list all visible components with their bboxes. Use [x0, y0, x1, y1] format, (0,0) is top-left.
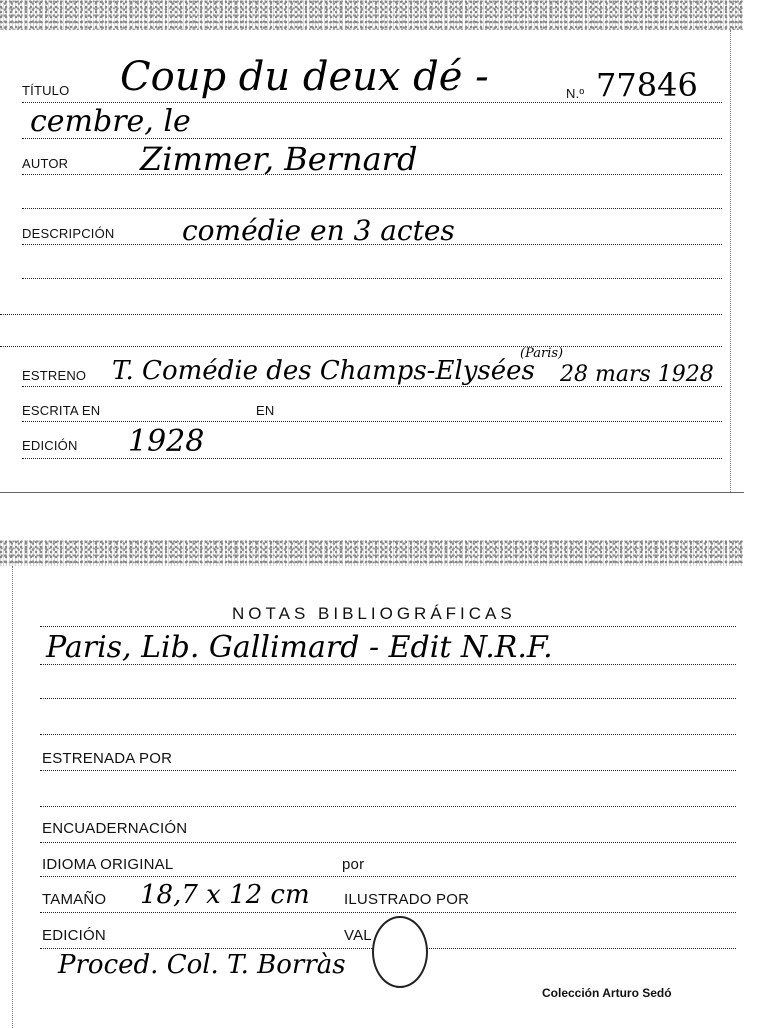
- titulo-value: Coup du deux dé -: [120, 54, 489, 100]
- escrita-rule: [22, 421, 722, 422]
- card-bottom-edge-texture: [0, 540, 744, 566]
- notas-rule-2: [40, 698, 736, 699]
- edicion-value: 1928: [128, 424, 205, 459]
- descripcion-value: comédie en 3 actes: [182, 214, 455, 247]
- estrenada-label: ESTRENADA POR: [42, 750, 173, 767]
- numero-value: 77846: [596, 66, 698, 104]
- titulo-cont-rule: [22, 138, 722, 139]
- valor-label: VAL: [344, 927, 372, 944]
- titulo-continuation: cembre, le: [30, 104, 191, 139]
- idioma-label: IDIOMA ORIGINAL: [42, 856, 174, 873]
- descripcion-rule: [22, 244, 722, 245]
- por-label: por: [342, 856, 365, 873]
- encuadernacion-rule: [40, 842, 736, 843]
- blank-rule-3: [0, 314, 722, 315]
- tamano-label: TAMAÑO: [42, 891, 107, 908]
- titulo-label: TÍTULO: [22, 83, 70, 98]
- tamano-value: 18,7 x 12 cm: [140, 880, 310, 910]
- autor-rule: [22, 174, 722, 175]
- card-top-right-edge: [730, 30, 731, 492]
- descripcion-label: DESCRIPCIÓN: [22, 226, 115, 241]
- edicion-label: EDICIÓN: [22, 438, 78, 453]
- ilustrado-label: ILUSTRADO POR: [344, 891, 470, 908]
- estreno-label: ESTRENO: [22, 368, 87, 383]
- blank-rule-4: [0, 346, 722, 347]
- notas-rule-1: [40, 664, 736, 665]
- card-top-bottom-edge: [0, 492, 744, 493]
- seal-stamp: [372, 916, 428, 988]
- notas-heading: NOTAS BIBLIOGRÁFICAS: [232, 604, 516, 623]
- blank-rule-2: [22, 278, 722, 279]
- estreno-value: T. Comédie des Champs-Elysées: [112, 356, 535, 386]
- tamano-rule: [40, 912, 736, 913]
- notas-heading-rule: [40, 626, 736, 627]
- encuadernacion-label: ENCUADERNACIÓN: [42, 820, 188, 837]
- titulo-rule: [22, 102, 722, 103]
- estreno-note: (Paris): [520, 346, 564, 361]
- blank-rule-5: [40, 806, 736, 807]
- card-bottom-left-edge: [12, 566, 13, 1028]
- edicion-rule: [22, 458, 722, 459]
- procedencia-value: Proced. Col. T. Borràs: [58, 950, 346, 980]
- numero-label: N.º: [566, 86, 585, 101]
- collection-footer: Colección Arturo Sedó: [542, 986, 672, 1000]
- autor-label: AUTOR: [22, 156, 69, 171]
- notas-value: Paris, Lib. Gallimard - Edit N.R.F.: [46, 630, 553, 665]
- estreno-date: 28 mars 1928: [560, 362, 714, 387]
- estrenada-rule: [40, 770, 736, 771]
- autor-value: Zimmer, Bernard: [140, 140, 418, 178]
- escrita-label: ESCRITA EN: [22, 403, 101, 418]
- blank-rule-1: [22, 208, 722, 209]
- edicion-bottom-label: EDICIÓN: [42, 927, 106, 944]
- idioma-rule: [40, 876, 736, 877]
- estreno-rule: [22, 386, 722, 387]
- notas-rule-3: [40, 734, 736, 735]
- en-label: EN: [256, 403, 275, 418]
- card-top-edge-texture: [0, 0, 744, 30]
